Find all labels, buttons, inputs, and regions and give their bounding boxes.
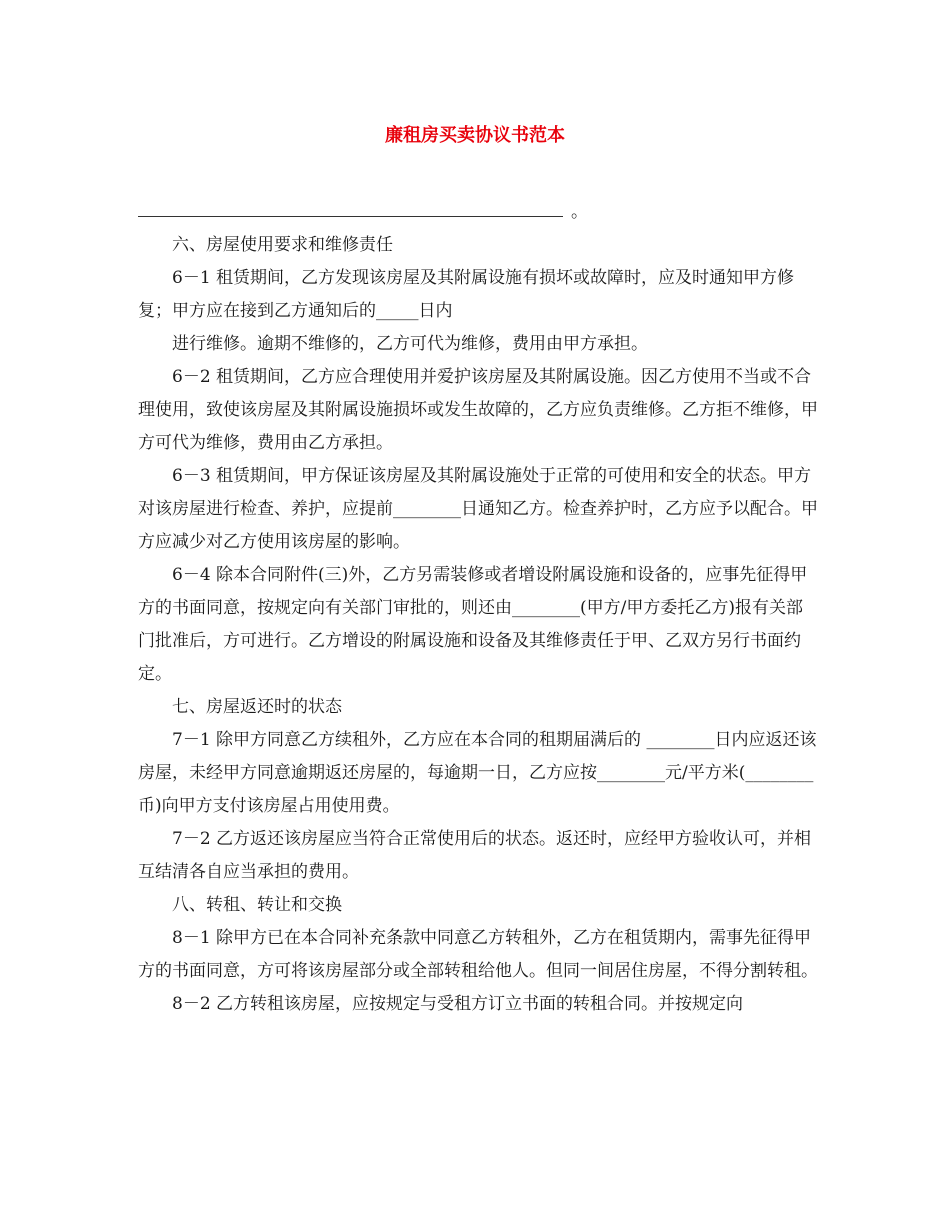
clause-paragraph: 8－1 除甲方已在本合同补充条款中同意乙方转租外，乙方在租赁期内，需事先征得甲方的书面同意，方可将该房屋部分或全部转租给他人。但同一间居住房屋，不得分割转租。 <box>138 928 818 981</box>
clause-paragraph: 8－2 乙方转租该房屋，应按规定与受租方订立书面的转租合同。并按规定向 <box>172 994 744 1014</box>
document-body <box>138 196 818 1021</box>
document-title: 廉租房买卖协议书范本 <box>385 125 565 146</box>
clause-paragraph: 进行维修。逾期不维修的，乙方可代为维修，费用由甲方承担。 <box>172 334 648 354</box>
section-heading: 八、转租、转让和交换 <box>172 895 342 915</box>
section-heading: 七、房屋返还时的状态 <box>172 697 342 717</box>
clause-paragraph: 6－2 租赁期间，乙方应合理使用并爱护该房屋及其附属设施。因乙方使用不当或不合理使用，致使该房屋及其附属设施损坏或发生故障的，乙方应负责维修。乙方拒不维修，甲方可代为维修，费用由乙方承担。 <box>138 367 818 453</box>
clause-paragraph: 7－2 乙方返还该房屋应当符合正常使用后的状态。返还时，应经甲方验收认可，并相互结清各自应当承担的费用。 <box>138 829 812 882</box>
section-heading: 六、房屋使用要求和维修责任 <box>172 235 393 255</box>
clause-paragraph: 6－1 租赁期间，乙方发现该房屋及其附属设施有损坏或故障时，应及时通知甲方修复；甲方应在接到乙方通知后的_____日内 <box>138 268 795 321</box>
clause-paragraph: 6－4 除本合同附件(三)外，乙方另需装修或者增设附属设施和设备的，应事先征得甲方的书面同意，按规定向有关部门审批的，则还由________(甲方/甲方委托乙方)报有关部门批准后，方可进行。乙方增设的附属设施和设备及其维修责任于甲、乙双方另行书面约定。 <box>138 565 808 684</box>
clause-paragraph: 6－3 租赁期间，甲方保证该房屋及其附属设施处于正常的可使用和安全的状态。甲方对该房屋进行检查、养护，应提前________日通知乙方。检查养护时，乙方应予以配合。甲方应减少对乙方使用该房屋的影响。 <box>138 466 818 552</box>
fill-in-line-end: 。 <box>571 202 588 222</box>
blank-underline <box>138 200 563 217</box>
fill-in-line <box>138 196 818 229</box>
clause-paragraph: 7－1 除甲方同意乙方续租外，乙方应在本合同的租期届满后的 ________日内应返还该房屋，未经甲方同意逾期返还房屋的，每逾期一日，乙方应按________元/平方米(________币)向甲方支付该房屋占用使用费。 <box>138 730 817 816</box>
